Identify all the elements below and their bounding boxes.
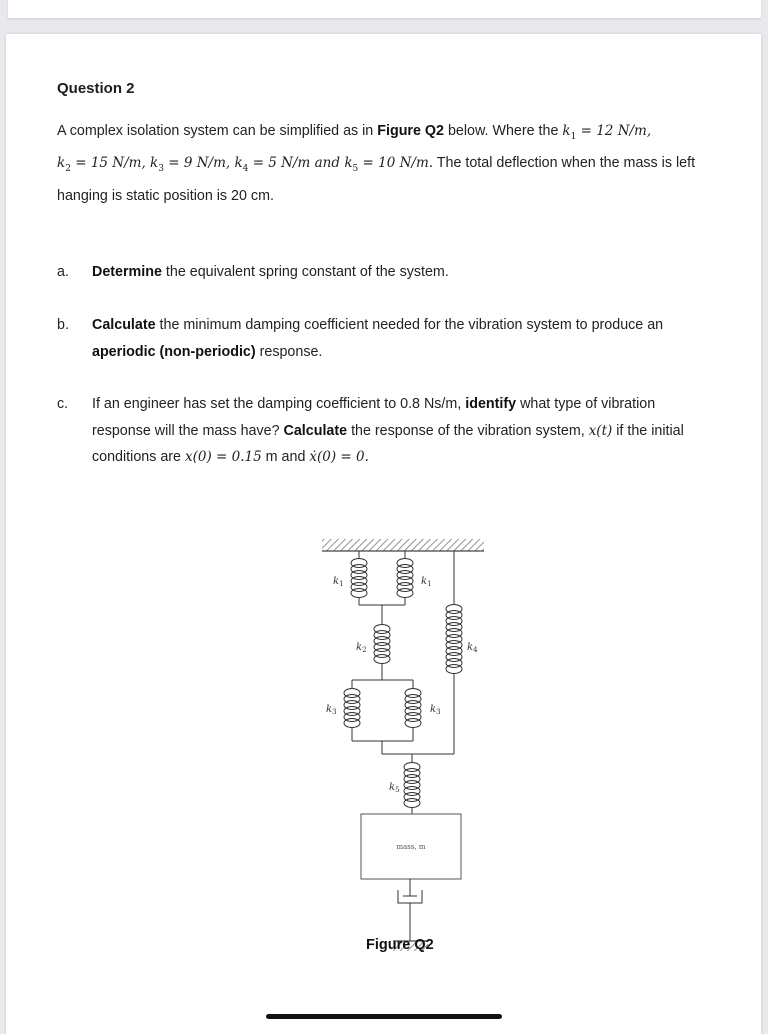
part-c-label: c. <box>57 396 69 412</box>
spring-k3-right <box>405 689 421 728</box>
label-k5: $k_5$ <box>389 782 400 794</box>
home-indicator[interactable] <box>266 1014 502 1019</box>
ceiling-hatch <box>322 539 484 551</box>
question-title: Question 2 <box>57 80 135 97</box>
spring-k1-left <box>351 559 367 598</box>
label-k4: $k_4$ <box>467 642 478 654</box>
label-k2: $k_2$ <box>356 642 367 654</box>
mass-label: mass, m <box>396 843 426 851</box>
question-intro: A complex isolation system can be simplified as in Figure Q2 below. Where the $k_1 = 12$ N/m, $k_2 = 15$ N/m, $k_3 = 9$ N/m, $k_4 = 5$ N/m and $k_5 = 10$ N/m. The total deflection when the mass is left hanging is static position is 20 cm. <box>57 123 696 204</box>
spring-k3-left <box>344 689 360 728</box>
label-k3-right: $k_3$ <box>430 704 441 716</box>
label-k1-left: $k_1$ <box>333 576 344 588</box>
label-k3-left: $k_3$ <box>326 704 337 716</box>
spring-k4 <box>446 605 462 674</box>
part-b-label: b. <box>57 317 69 333</box>
figure-caption: Figure Q2 <box>366 937 434 953</box>
spring-k5 <box>404 763 420 808</box>
spring-k1-right <box>397 559 413 598</box>
spring-k2 <box>374 625 390 664</box>
part-a-label: a. <box>57 264 69 280</box>
label-k1-right: $k_1$ <box>421 576 432 588</box>
